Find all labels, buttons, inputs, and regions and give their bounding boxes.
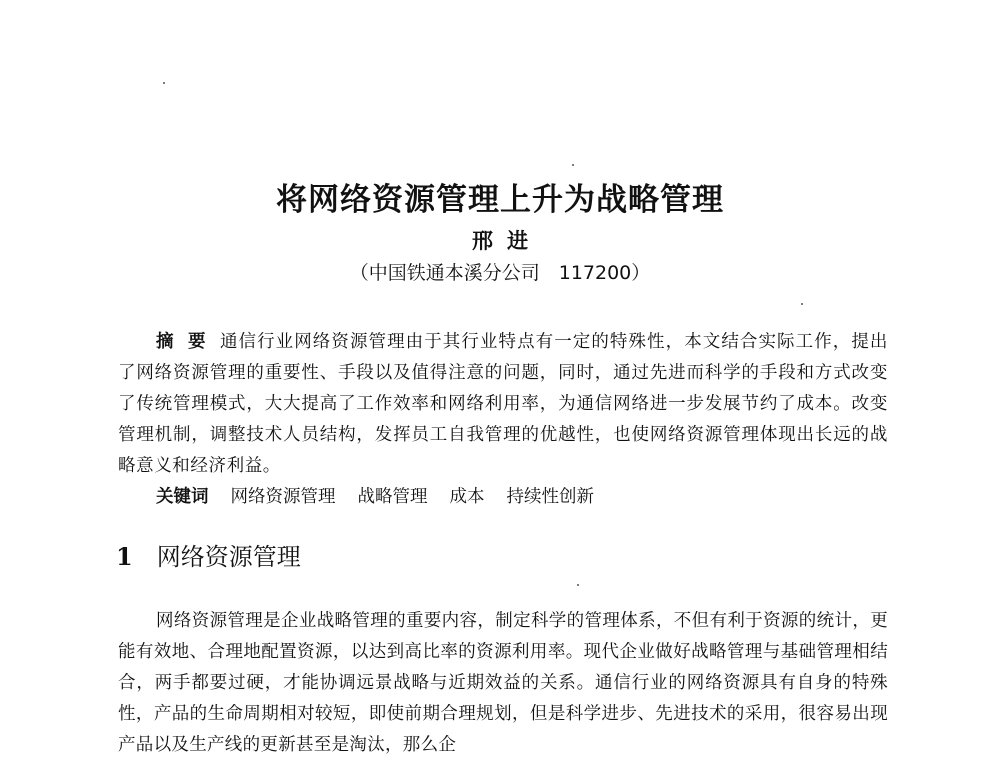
abstract-text: 通信行业网络资源管理由于其行业特点有一定的特殊性，本文结合实际工作，提出了网络资源管理的重要性、手段以及值得注意的问题，同时，通过先进而科学的手段和方式改变了传统管理模式，大大提高了工作效率和网络利用率，为通信网络进一步发展节约了成本。改变管理机制，调整技术人员结构，发挥员工自我管理的优越性，也使网络资源管理体现出长远的战略意义和经济利益。 — [118, 332, 889, 476]
scan-speck — [577, 584, 579, 586]
keyword-item: 战略管理 — [357, 487, 428, 507]
keywords-line — [156, 482, 616, 513]
scan-speck — [572, 164, 574, 166]
keyword-item: 持续性创新 — [506, 487, 594, 507]
paper-title: 将网络资源管理上升为战略管理 — [276, 182, 724, 218]
author-name: 邢进 — [472, 229, 542, 253]
keyword-item: 成本 — [449, 487, 485, 507]
scan-speck — [801, 303, 803, 305]
scan-speck — [163, 82, 165, 84]
body-paragraph: 网络资源管理是企业战略管理的重要内容，制定科学的管理体系，不但有利于资源的统计，更能有效地、合理地配置资源，以达到高比率的资源利用率。现代企业做好战略管理与基础管理相结合，两手都要过硬，才能协调远景战略与近期效益的关系。通信行业的网络资源具有自身的特殊性，产品的生命周期相对较短，即使前期合理规划，但是科学进步、先进技术的采用，很容易出现产品以及生产线的更新甚至是淘汰，那么企 — [118, 611, 888, 755]
section-heading — [116, 540, 301, 574]
section-number: 1 — [116, 542, 133, 571]
abstract-label: 摘要 — [156, 332, 220, 352]
keyword-item: 网络资源管理 — [230, 487, 336, 507]
abstract-paragraph — [118, 327, 888, 482]
section-title: 网络资源管理 — [156, 543, 301, 571]
keywords-label: 关键词 — [156, 487, 209, 507]
author-affiliation: （中国铁通本溪分公司 117200） — [349, 262, 651, 284]
